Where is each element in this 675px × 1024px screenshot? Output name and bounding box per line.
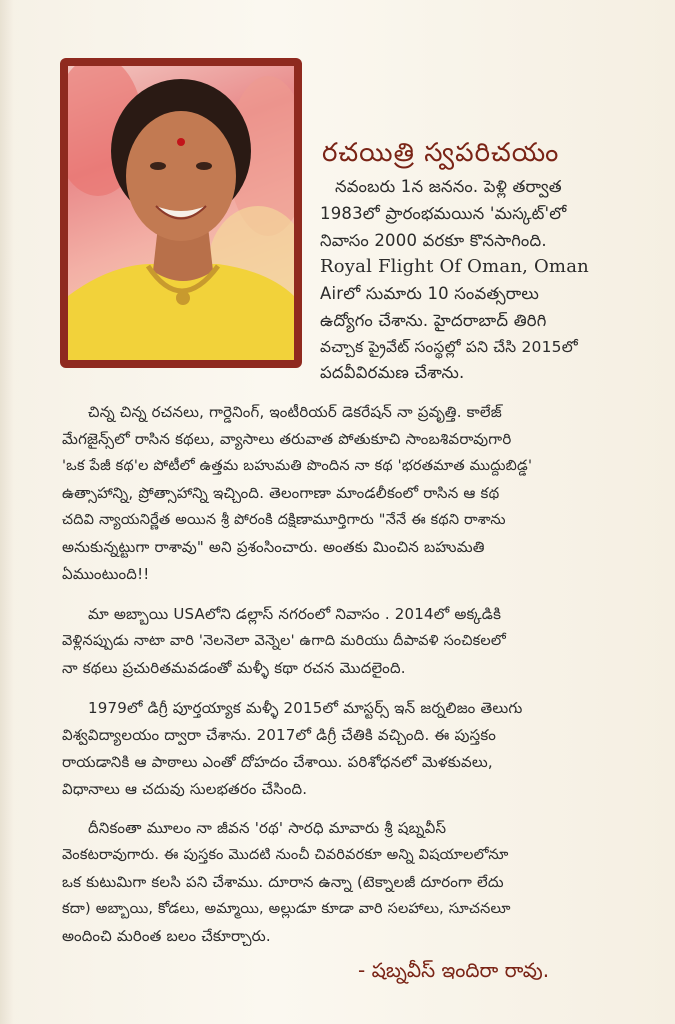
text-line: Royal Flight Of Oman, Oman	[320, 256, 589, 277]
text-line: చిన్న చిన్న రచనలు, గార్డెనింగ్, ఇంటీరియర్ డెకరేషన్ నా ప్రవృత్తి. కాలేజ్	[88, 403, 502, 421]
text-line: చదివి న్యాయనిర్ణేత అయిన శ్రీ పోరంకి దక్షిణామూర్తిగారు "నేనే ఈ కథని రాశాను	[62, 512, 506, 528]
text-line: కదా) అబ్బాయి, కోడలు, అమ్మాయి, అల్లుడూ కూడా వారి సలహాలు, సూచనలూ	[62, 901, 511, 917]
text-line: వెళ్లినప్పుడు నాటా వారి 'నెలనెలా వెన్నెల' ఉగాది మరియు దీపావళి సంచికలలో	[62, 633, 506, 649]
text-line: ఉద్యోగం చేశాను. హైదరాబాద్ తిరిగి	[320, 311, 547, 330]
page-title: రచయిత్రి స్వపరిచయం	[322, 138, 560, 168]
text-line: నా కథలు ప్రచురితమవడంతో మళ్ళీ కథా రచన మొదలైంది.	[62, 659, 406, 677]
text-line: అనుకున్నట్టుగా రాశావు" అని ప్రశంసించారు. అంతకు మించిన బహుమతి	[62, 538, 485, 556]
text-line: మేగజైన్స్‌లో రాసిన కథలు, వ్యాసాలు తరువాత పోతుకూచి సాంబశివరావుగారి	[62, 430, 512, 448]
text-line: వచ్చాక ప్రైవేట్ సంస్థల్లో పని చేసి 2015లో	[320, 338, 578, 356]
text-line: రాయడానికి ఆ పాఠాలు ఎంతో దోహదం చేశాయి. పరిశోధనలో మెళకువలు,	[62, 753, 493, 771]
text-line: ఉత్సాహాన్ని, ప్రోత్సాహాన్ని ఇచ్చింది. తెలంగాణా మాండలీకంలో రాసిన ఆ కథ	[62, 484, 500, 502]
text-line: నవంబరు 1న జననం. పెళ్లి తర్వాత	[335, 177, 562, 196]
text-line: 1979లో డిగ్రీ పూర్తయ్యాక మళ్ళీ 2015లో మాస్టర్స్ ఇన్ జర్నలిజం తెలుగు	[88, 699, 523, 717]
text-line: ఏముంటుంది!!	[62, 565, 150, 583]
text-line: Airలో సుమారు 10 సంవత్సరాలు	[320, 284, 540, 303]
author-signature: - షబ్నవీస్ ఇందిరా రావు.	[358, 958, 550, 982]
page-edge	[0, 0, 14, 1024]
text-line: 1983లో ప్రారంభమయిన 'మస్కట్'లో	[320, 204, 567, 223]
author-portrait	[68, 66, 294, 360]
text-line: నివాసం 2000 వరకూ కొనసాగింది.	[320, 231, 547, 250]
text-line: పదవీవిరమణ చేశాను.	[320, 363, 465, 382]
text-line: ఒక కుటుమిగా కలసి పని చేశాము. దూరాన ఉన్నా (టెక్నాలజీ దూరంగా లేదు	[62, 873, 504, 891]
portrait-illustration	[68, 66, 294, 360]
author-portrait-frame	[60, 58, 302, 368]
text-line: 'ఒక పేజీ కథ'ల పోటీలో ఉత్తమ బహుమతి పొందిన నా కథ 'భరతమాత ముద్దుబిడ్డ'	[62, 458, 533, 474]
text-line: విశ్వవిద్యాలయం ద్వారా చేశాను. 2017లో డిగ్రీ చేతికి వచ్చింది. ఈ పుస్తకం	[62, 726, 497, 744]
text-line: విధానాలు ఆ చదువు సులభతరం చేసింది.	[62, 780, 308, 798]
text-line: మా అబ్బాయి USAలోని డల్లాస్ నగరంలో నివాసం . 2014లో అక్కడికి	[88, 605, 502, 623]
text-line: అందించి మరింత బలం చేకూర్చారు.	[62, 927, 271, 945]
text-line: దీనికంతా మూలం నా జీవన 'రథ' సారధి మావారు శ్రీ షబ్నవీస్	[88, 819, 447, 837]
text-line: వెంకటరావుగారు. ఈ పుస్తకం మొదటి నుంచీ చివరివరకూ అన్ని విషయాలలోనూ	[62, 847, 509, 863]
